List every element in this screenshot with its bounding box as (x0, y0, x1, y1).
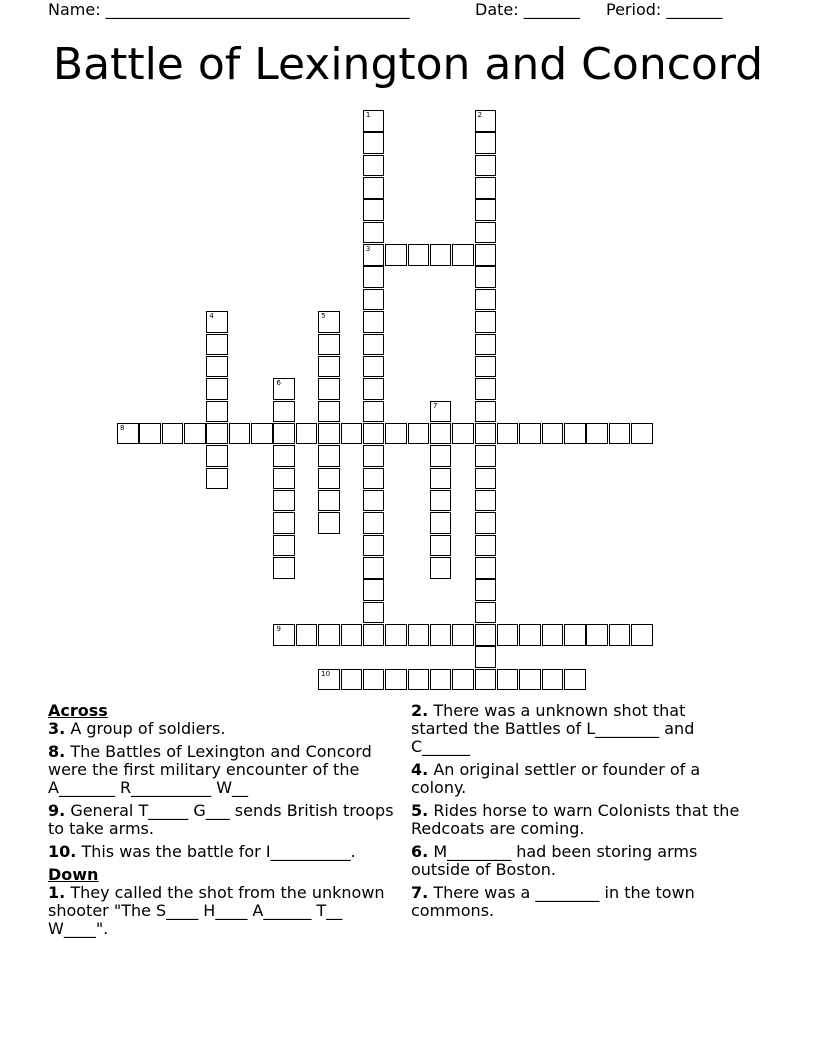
grid-cell[interactable] (586, 423, 608, 445)
grid-cell[interactable] (273, 378, 295, 400)
clue-text: There was a ________ in the town commons. (411, 883, 695, 920)
grid-cell[interactable] (296, 624, 318, 646)
grid-cell[interactable] (206, 311, 228, 333)
grid-cell[interactable] (475, 535, 497, 557)
grid-cell[interactable] (363, 468, 385, 490)
grid-cell[interactable] (564, 669, 586, 691)
grid-cell[interactable] (497, 423, 519, 445)
grid-cell[interactable] (117, 423, 139, 445)
grid-cell[interactable] (385, 244, 407, 266)
grid-cell[interactable] (430, 468, 452, 490)
grid-cell[interactable] (318, 669, 340, 691)
grid-cell[interactable] (452, 423, 474, 445)
grid-cell[interactable] (206, 356, 228, 378)
grid-cell[interactable] (318, 311, 340, 333)
clue-down-1 (48, 884, 398, 938)
cell-number: 2 (477, 111, 483, 119)
grid-cell[interactable] (430, 401, 452, 423)
grid-cell[interactable] (363, 244, 385, 266)
clue-text: General T_____ G___ sends British troops to take arms. (48, 801, 394, 838)
grid-cell[interactable] (475, 266, 497, 288)
grid-cell[interactable] (408, 244, 430, 266)
grid-cell[interactable] (475, 132, 497, 154)
clue-text: An original settler or founder of a colony. (411, 760, 701, 797)
grid-cell[interactable] (206, 423, 228, 445)
grid-cell[interactable] (475, 579, 497, 601)
grid-cell[interactable] (475, 445, 497, 467)
grid-cell[interactable] (318, 401, 340, 423)
clue-text: Rides horse to warn Colonists that the Redcoats are coming. (411, 801, 740, 838)
clue-number: 10. (48, 842, 77, 861)
grid-cell[interactable] (475, 557, 497, 579)
clue-down-2 (411, 702, 741, 756)
grid-cell[interactable] (586, 624, 608, 646)
grid-cell[interactable] (430, 512, 452, 534)
clue-number: 4. (411, 760, 429, 779)
grid-cell[interactable] (475, 199, 497, 221)
grid-cell[interactable] (519, 423, 541, 445)
grid-cell[interactable] (363, 669, 385, 691)
grid-cell[interactable] (206, 445, 228, 467)
grid-cell[interactable] (408, 669, 430, 691)
grid-cell[interactable] (430, 423, 452, 445)
grid-cell[interactable] (475, 512, 497, 534)
grid-cell[interactable] (475, 222, 497, 244)
grid-cell[interactable] (273, 468, 295, 490)
grid-cell[interactable] (475, 155, 497, 177)
clue-down-5 (411, 802, 741, 838)
grid-cell[interactable] (430, 445, 452, 467)
grid-cell[interactable] (273, 401, 295, 423)
grid-cell[interactable] (363, 311, 385, 333)
grid-cell[interactable] (542, 423, 564, 445)
cell-number: 6 (276, 379, 281, 388)
down-heading: Down (48, 865, 99, 884)
grid-cell[interactable] (475, 244, 497, 266)
grid-cell[interactable] (408, 423, 430, 445)
clue-text: A group of soldiers. (70, 719, 226, 738)
grid-cell[interactable] (475, 378, 497, 400)
grid-cell[interactable] (475, 401, 497, 423)
clue-across-10 (48, 843, 398, 861)
grid-cell[interactable] (564, 423, 586, 445)
grid-cell[interactable] (184, 423, 206, 445)
period-field-label: Period: _______ (606, 0, 723, 19)
cell-number: 1 (365, 111, 371, 119)
grid-cell[interactable] (430, 490, 452, 512)
grid-cell[interactable] (296, 423, 318, 445)
grid-cell[interactable] (475, 669, 497, 691)
name-field-label: Name: ______________________________________ (48, 0, 410, 19)
grid-cell[interactable] (363, 222, 385, 244)
grid-cell[interactable] (475, 311, 497, 333)
clue-across-8 (48, 743, 398, 797)
grid-cell[interactable] (318, 512, 340, 534)
grid-cell[interactable] (363, 110, 385, 132)
grid-cell[interactable] (519, 624, 541, 646)
grid-cell[interactable] (206, 378, 228, 400)
page-title: Battle of Lexington and Concord (52, 39, 764, 90)
grid-cell[interactable] (363, 155, 385, 177)
grid-cell[interactable] (609, 624, 631, 646)
grid-cell[interactable] (363, 557, 385, 579)
grid-cell[interactable] (475, 602, 497, 624)
grid-cell[interactable] (430, 244, 452, 266)
grid-cell[interactable] (363, 266, 385, 288)
grid-cell[interactable] (475, 468, 497, 490)
clue-text: They called the shot from the unknown shooter "The S____ H____ A______ T__ W____". (48, 883, 385, 938)
grid-cell[interactable] (363, 401, 385, 423)
grid-cell[interactable] (273, 423, 295, 445)
grid-cell[interactable] (206, 334, 228, 356)
grid-cell[interactable] (162, 423, 184, 445)
grid-cell[interactable] (363, 378, 385, 400)
grid-cell[interactable] (363, 490, 385, 512)
grid-cell[interactable] (542, 624, 564, 646)
grid-cell[interactable] (363, 289, 385, 311)
grid-cell[interactable] (430, 624, 452, 646)
grid-cell[interactable] (497, 624, 519, 646)
grid-cell[interactable] (318, 490, 340, 512)
grid-cell[interactable] (475, 356, 497, 378)
grid-cell[interactable] (251, 423, 273, 445)
grid-cell[interactable] (475, 289, 497, 311)
grid-cell[interactable] (564, 624, 586, 646)
grid-cell[interactable] (475, 490, 497, 512)
cell-number: 3 (365, 245, 371, 254)
clue-text: The Battles of Lexington and Concord were the first military encounter of the A_______ R__________ W__ (48, 742, 372, 797)
cell-number: 5 (321, 312, 326, 321)
cell-number: 8 (120, 423, 125, 432)
cell-number: 4 (209, 312, 214, 321)
grid-cell[interactable] (475, 334, 497, 356)
grid-cell[interactable] (273, 624, 295, 646)
cell-number: 9 (276, 625, 281, 634)
grid-cell[interactable] (430, 535, 452, 557)
grid-cell[interactable] (363, 579, 385, 601)
grid-cell[interactable] (273, 445, 295, 467)
grid-cell[interactable] (273, 512, 295, 534)
grid-cell[interactable] (273, 557, 295, 579)
grid-cell[interactable] (273, 490, 295, 512)
grid-cell[interactable] (363, 132, 385, 154)
grid-cell[interactable] (318, 624, 340, 646)
clue-number: 9. (48, 801, 66, 820)
grid-cell[interactable] (609, 423, 631, 445)
grid-cell[interactable] (318, 445, 340, 467)
grid-cell[interactable] (363, 445, 385, 467)
clue-number: 3. (48, 719, 66, 738)
grid-cell[interactable] (206, 401, 228, 423)
grid-cell[interactable] (206, 468, 228, 490)
grid-cell[interactable] (341, 669, 363, 691)
clues-right-column (411, 702, 741, 925)
grid-cell[interactable] (318, 423, 340, 445)
grid-cell[interactable] (139, 423, 161, 445)
clue-number: 5. (411, 801, 429, 820)
grid-cell[interactable] (318, 468, 340, 490)
grid-cell[interactable] (497, 669, 519, 691)
clue-text: This was the battle for I__________. (81, 842, 356, 861)
across-heading: Across (48, 701, 108, 720)
grid-cell[interactable] (385, 669, 407, 691)
grid-cell[interactable] (341, 423, 363, 445)
cell-number: 10 (321, 669, 331, 678)
grid-cell[interactable] (273, 535, 295, 557)
grid-cell[interactable] (475, 423, 497, 445)
grid-cell[interactable] (363, 512, 385, 534)
grid-cell[interactable] (475, 177, 497, 199)
grid-cell[interactable] (475, 624, 497, 646)
grid-cell[interactable] (452, 244, 474, 266)
grid-cell[interactable] (363, 423, 385, 445)
clue-number: 1. (48, 883, 66, 902)
clue-text: There was a unknown shot that started the Battles of L________ and C______ (411, 701, 695, 756)
grid-cell[interactable] (341, 624, 363, 646)
grid-cell[interactable] (475, 110, 497, 132)
grid-cell[interactable] (452, 624, 474, 646)
grid-cell[interactable] (475, 646, 497, 668)
clue-across-9 (48, 802, 398, 838)
grid-cell[interactable] (430, 557, 452, 579)
grid-cell[interactable] (318, 356, 340, 378)
grid-cell[interactable] (363, 624, 385, 646)
grid-cell[interactable] (519, 669, 541, 691)
cell-number: 7 (432, 401, 438, 410)
clues-left-column (48, 702, 398, 943)
clue-number: 7. (411, 883, 429, 902)
clue-across-3 (48, 720, 398, 738)
grid-cell[interactable] (385, 423, 407, 445)
grid-cell[interactable] (363, 356, 385, 378)
grid-cell[interactable] (318, 378, 340, 400)
grid-cell[interactable] (363, 199, 385, 221)
grid-cell[interactable] (318, 334, 340, 356)
date-field-label: Date: _______ (475, 0, 580, 19)
clue-text: M________ had been storing arms outside of Boston. (411, 842, 698, 879)
clue-down-7 (411, 884, 741, 920)
grid-cell[interactable] (363, 334, 385, 356)
grid-cell[interactable] (408, 624, 430, 646)
grid-cell[interactable] (363, 535, 385, 557)
clue-down-4 (411, 761, 741, 797)
grid-cell[interactable] (631, 624, 653, 646)
clue-down-6 (411, 843, 741, 879)
grid-cell[interactable] (542, 669, 564, 691)
grid-cell[interactable] (385, 624, 407, 646)
clue-number: 8. (48, 742, 66, 761)
clue-number: 2. (411, 701, 429, 720)
grid-cell[interactable] (430, 669, 452, 691)
clue-number: 6. (411, 842, 429, 861)
grid-cell[interactable] (452, 669, 474, 691)
grid-cell[interactable] (229, 423, 251, 445)
grid-cell[interactable] (631, 423, 653, 445)
grid-cell[interactable] (363, 602, 385, 624)
grid-cell[interactable] (363, 177, 385, 199)
